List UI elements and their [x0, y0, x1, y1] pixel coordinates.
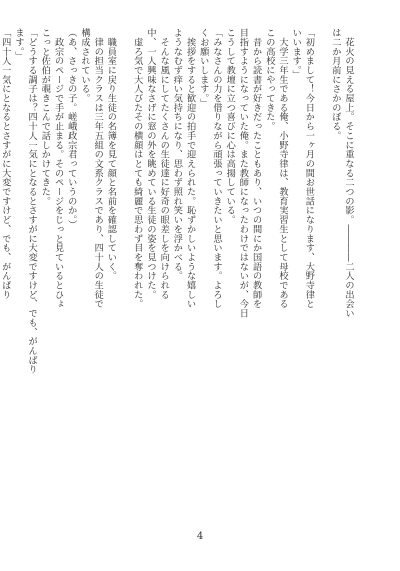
text-line: 大学三年生である俺、小野寺律は、教育実習生として母校である — [277, 28, 288, 309]
text-line: 政宗のページで手が止まる。そのページをじっと見ているとひょ — [52, 28, 64, 309]
text-line: 中、一人興味なさげに窓の外を眺めている生徒の姿を見つけた。 — [144, 28, 156, 300]
text-line: くお願いします。」 — [197, 28, 209, 108]
text-line: 目指すようになっていた俺。また教師になったわけではないが、今日 — [237, 28, 249, 318]
text-line: この高校にやってきた。 — [263, 28, 275, 131]
paragraph-gap — [117, 28, 130, 553]
vertical-text-body — [0, 28, 355, 553]
text-line: 昔から読書が好きだったこともあり、いつの間にか国語の教師を — [250, 28, 262, 309]
text-line: 構成されている。 — [78, 28, 90, 103]
text-line: 律の担当クラスは三年五組の文系クラスであり、四十人の生徒で — [92, 28, 104, 309]
text-line: 「みなさんの力を借りながら頑張っていきたいと思います。よろし — [210, 28, 222, 309]
text-line: （あ、さっきの子。嵯峨政宗君っていうのか。） — [65, 28, 77, 230]
page-number: 4 — [196, 531, 204, 542]
text-line: 「どうする調子は？四十人一気にとなるとさすがに大変ですけど、でも、がんばり — [26, 28, 38, 374]
text-line: ようなむず痒い気持ちになり、思わず照れ笑いを浮かべる。 — [171, 28, 183, 281]
text-line: 虚ろ気で大人びたその横顔はとても綺麗で思わず目を奪われた。 — [131, 28, 143, 309]
text-line: 花火の見える屋上。そこに重なる二つの影。――――二人の出会い — [343, 28, 354, 318]
text-line: 「初めまして！今日から一ヶ月の間お世話になります、大野寺律と — [303, 28, 315, 309]
text-line: 挨拶をすると歓迎の拍手で迎えられた。恥ずかしいような嬉しい — [184, 28, 196, 309]
text-line: こっと佐伯が覗きこんで話しかけてきた。 — [39, 28, 51, 206]
text-line: は二か月前にさかのぼる。 — [329, 28, 341, 141]
text-line: そんな風にしてたくさんの生徒達に好奇の眼差しを向けられる — [158, 28, 170, 300]
text-line: 「四十人一気にとなるとさすがに大変ですけど、でも、がんばり — [0, 28, 11, 300]
text-line: こうして教壇に立つ喜びに心は高揚している。 — [224, 28, 236, 225]
text-line: 職員室に戻り生徒の名簿を見て顔と名前を確認していく。 — [105, 28, 117, 281]
text-line: ます。」 — [12, 28, 24, 61]
text-line: いいます。」 — [290, 28, 302, 80]
paragraph-gap — [315, 28, 328, 553]
